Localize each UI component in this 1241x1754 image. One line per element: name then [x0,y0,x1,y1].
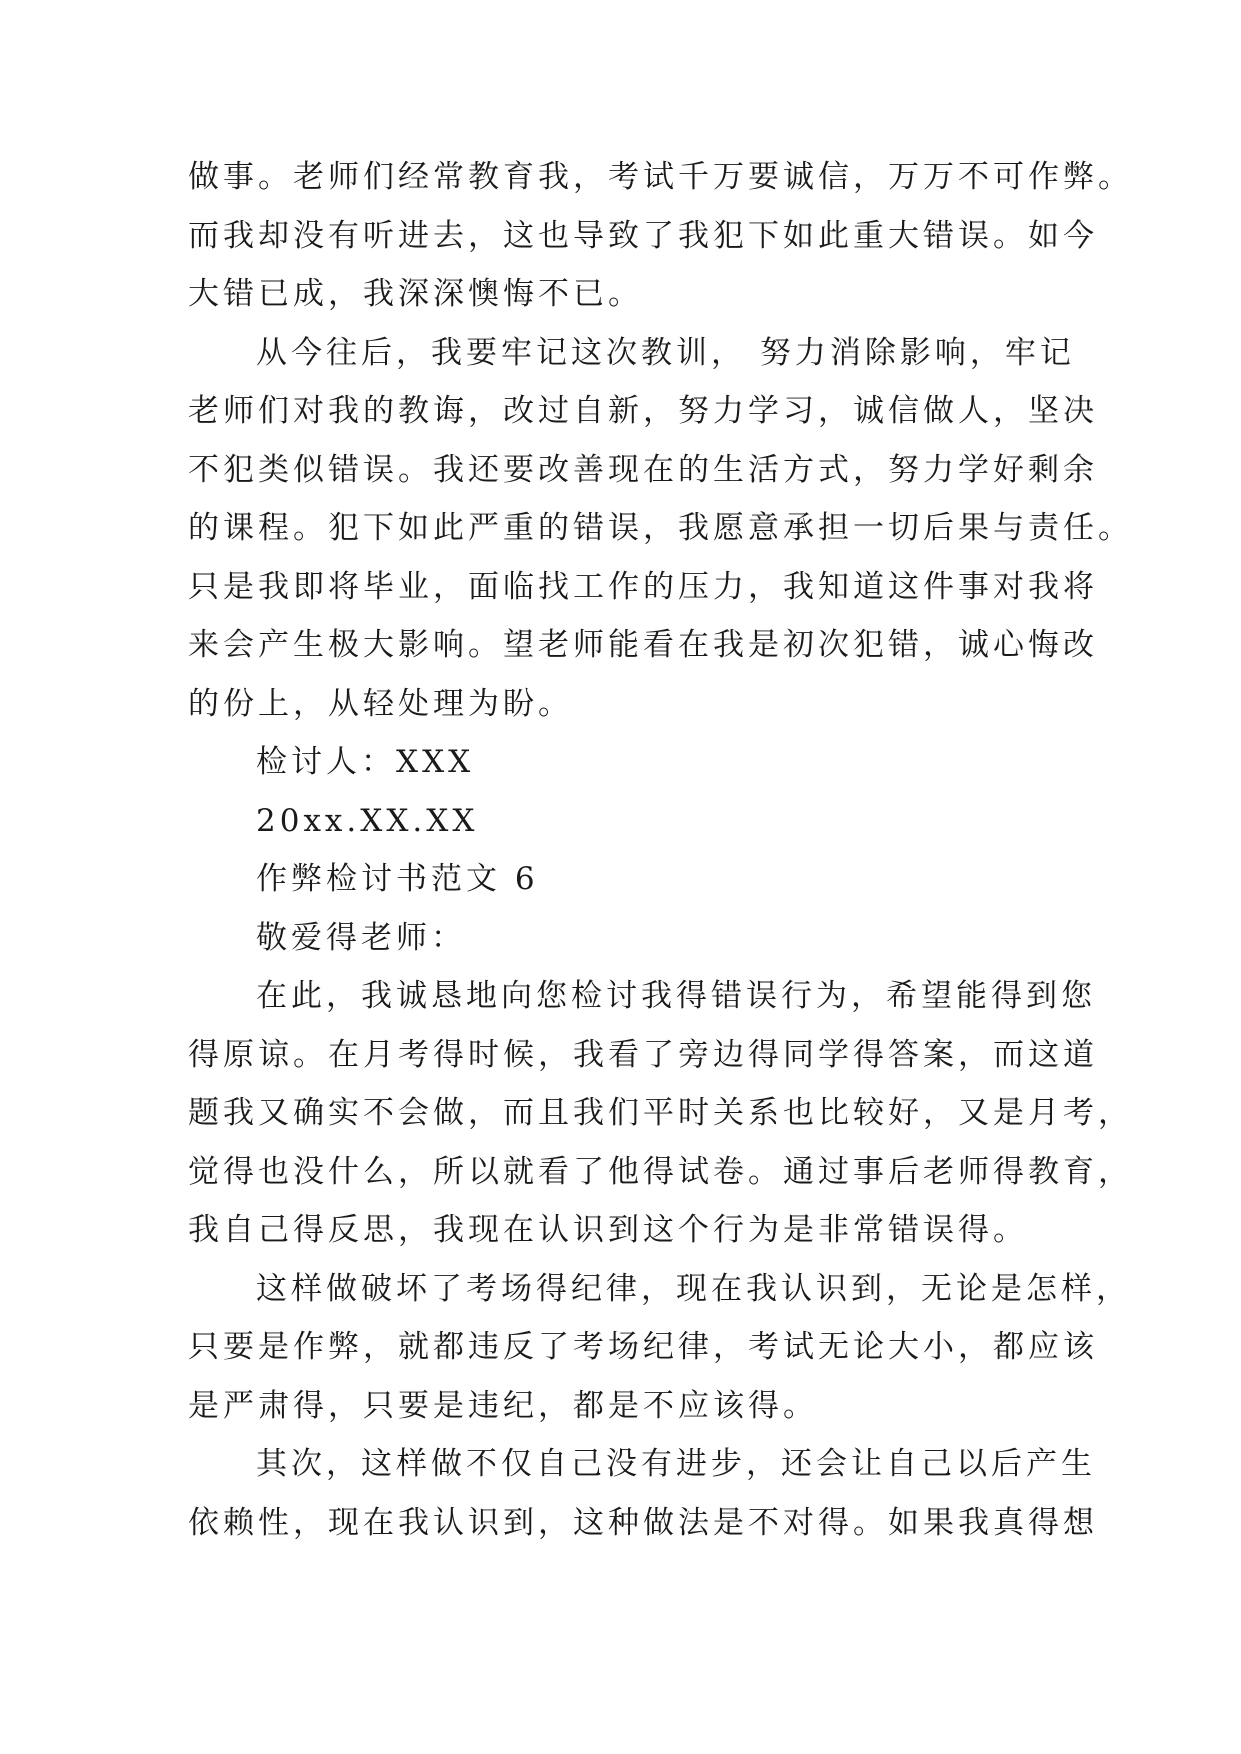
section-title: 作弊检讨书范文 6 [256,861,539,897]
text-line: 做事。老师们经常教育我，考试千万要诚信，万万不可作弊。 [188,159,1133,195]
text-line: 老师们对我的教诲，改过自新，努力学习，诚信做人，坚决 [188,393,1098,429]
paragraph-start-line: 这样做破坏了考场得纪律，现在我认识到，无论是怎样， [256,1270,1131,1307]
text-line: 只要是作弊，就都违反了考场纪律，考试无论大小，都应该 [188,1329,1098,1365]
text-line: 只是我即将毕业，面临找工作的压力，我知道这件事对我将 [188,568,1098,605]
text-line: 不犯类似错误。我还要改善现在的生活方式，努力学好剩余 [188,451,1098,488]
text-line: 大错已成，我深深懊悔不已。 [188,276,643,312]
text-line: 的课程。犯下如此严重的错误，我愿意承担一切后果与责任。 [188,510,1133,546]
document-body [188,148,1133,1552]
salutation-line: 敬爱得老师： [256,919,466,956]
text-line: 得原谅。在月考得时候，我看了旁边得同学得答案，而这道 [188,1036,1098,1073]
text-line: 题我又确实不会做，而且我们平时关系也比较好，又是月考， [188,1095,1133,1131]
text-line: 而我却没有听进去，这也导致了我犯下如此重大错误。如今 [188,217,1098,254]
text-line: 依赖性，现在我认识到，这种做法是不对得。如果我真得想 [188,1504,1098,1541]
signature-line: 检讨人：XXX [256,744,475,780]
paragraph-start-line: 在此，我诚恳地向您检讨我得错误行为，希望能得到您 [256,978,1096,1014]
text-line: 是严肃得，只要是违纪，都是不应该得。 [188,1387,818,1424]
text-line: 我自己得反思，我现在认识到这个行为是非常错误得。 [188,1212,1028,1248]
paragraph-start-line: 其次，这样做不仅自己没有进步，还会让自己以后产生 [256,1446,1096,1482]
date-line: 20xx.XX.XX [256,802,479,839]
text-line: 的份上，从轻处理为盼。 [188,685,573,722]
text-line: 觉得也没什么，所以就看了他得试卷。通过事后老师得教育， [188,1153,1133,1190]
paragraph-start-line: 从今往后，我要牢记这次教训， 努力消除影响，牢记 [256,334,1075,371]
text-line: 来会产生极大影响。望老师能看在我是初次犯错，诚心悔改 [188,627,1098,663]
